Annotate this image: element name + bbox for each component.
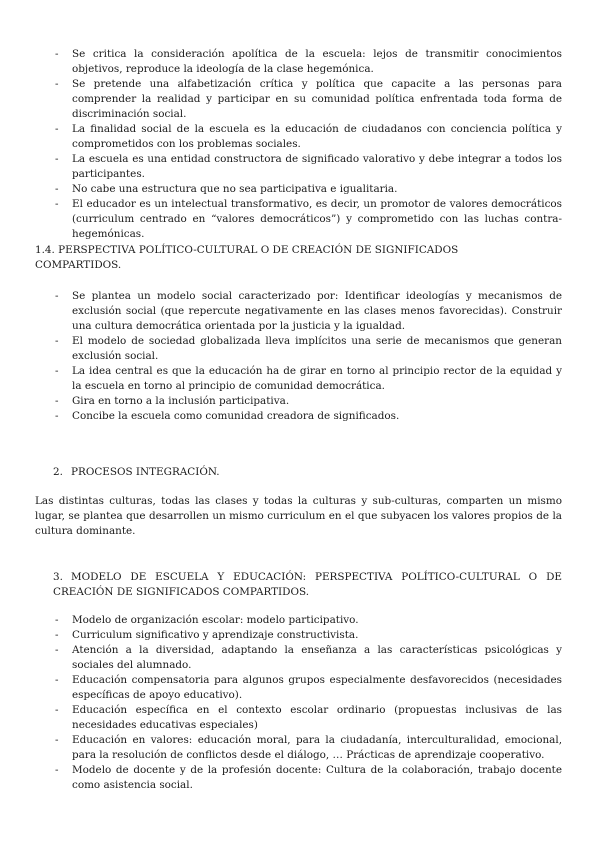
section-heading-3 <box>53 570 562 600</box>
section-number: 2. <box>53 466 63 478</box>
section-title: PROCESOS INTEGRACIÓN. <box>71 466 220 478</box>
list-item: - La escuela es una entidad constructora de significado valorativo y debe integrar a todos los participantes. <box>55 152 562 182</box>
list-item: - Educación compensatoria para algunos grupos especialmente desfavorecidos (necesidades específicas de apoyo educativo). <box>55 673 562 703</box>
paragraph-integration: Las distintas culturas, todas las clases y todas la culturas y sub-culturas, comparten un mismo lugar, se plantea que desarrollen un mismo curriculum en el que subyacen los valores propios de la cultura dominante. <box>35 495 562 537</box>
bullet-list-perspective <box>55 47 562 242</box>
section-number: 3. <box>53 571 63 583</box>
list-item: - El educador es un intelectual transformativo, es decir, un promotor de valores democráticos (curriculum centrado en “valores democráticos”) y comprometido con las luchas contra-hegemónicas. <box>55 197 562 242</box>
list-item: - Se plantea un modelo social caracterizado por: Identificar ideologías y mecanismos de exclusión social (que repercute negativamente en las clases menos favorecidas). Construir una cultura democrática orientada por la justicia y la igualdad. <box>55 289 562 334</box>
list-item: - No cabe una estructura que no sea participativa e igualitaria. <box>55 182 562 197</box>
list-item: - El modelo de sociedad globalizada lleva implícitos una serie de mecanismos que generan exclusión social. <box>55 334 562 364</box>
section-title: MODELO DE ESCUELA Y EDUCACIÓN: PERSPECTIVA POLÍTICO-CULTURAL O DE CREACIÓN DE SIGNIFICADOS COMPARTIDOS. <box>53 571 562 598</box>
list-item: - Modelo de docente y de la profesión docente: Cultura de la colaboración, trabajo docente como asistencia social. <box>55 763 562 793</box>
list-item: - Modelo de organización escolar: modelo participativo. <box>55 613 562 628</box>
heading-line: 1.4. PERSPECTIVA POLÍTICO-CULTURAL O DE CREACIÓN DE SIGNIFICADOS <box>35 244 459 256</box>
list-item: - Educación específica en el contexto escolar ordinario (propuestas inclusivas de las necesidades educativas especiales) <box>55 703 562 733</box>
bullet-list-school-model <box>55 613 562 793</box>
list-item: - Atención a la diversidad, adaptando la enseñanza a las características psicológicas y sociales del alumnado. <box>55 643 562 673</box>
list-item: - Se pretende una alfabetización crítica y política que capacite a las personas para comprender la realidad y participar en su comunidad política enfrentada toda forma de discriminación social. <box>55 77 562 122</box>
list-item: - Se critica la consideración apolítica de la escuela: lejos de transmitir conocimientos objetivos, reproduce la ideología de la clase hegemónica. <box>55 47 562 77</box>
heading-line: COMPARTIDOS. <box>35 259 122 271</box>
list-item: - La finalidad social de la escuela es la educación de ciudadanos con conciencia política y comprometidos con los problemas sociales. <box>55 122 562 152</box>
list-item: - Gira en torno a la inclusión participativa. <box>55 394 562 409</box>
section-heading-1-4 <box>35 243 555 273</box>
list-item: - La idea central es que la educación ha de girar en torno al principio rector de la equidad y la escuela en torno al principio de comunidad democrática. <box>55 364 562 394</box>
list-item: - Educación en valores: educación moral, para la ciudadanía, interculturalidad, emocional, para la resolución de conflictos desde el diálogo, … Prácticas de aprendizaje cooperativo. <box>55 733 562 763</box>
section-heading-2 <box>53 465 562 480</box>
list-item: - Curriculum significativo y aprendizaje constructivista. <box>55 628 562 643</box>
list-item: - Concibe la escuela como comunidad creadora de significados. <box>55 409 562 424</box>
bullet-list-political-cultural <box>55 289 562 424</box>
